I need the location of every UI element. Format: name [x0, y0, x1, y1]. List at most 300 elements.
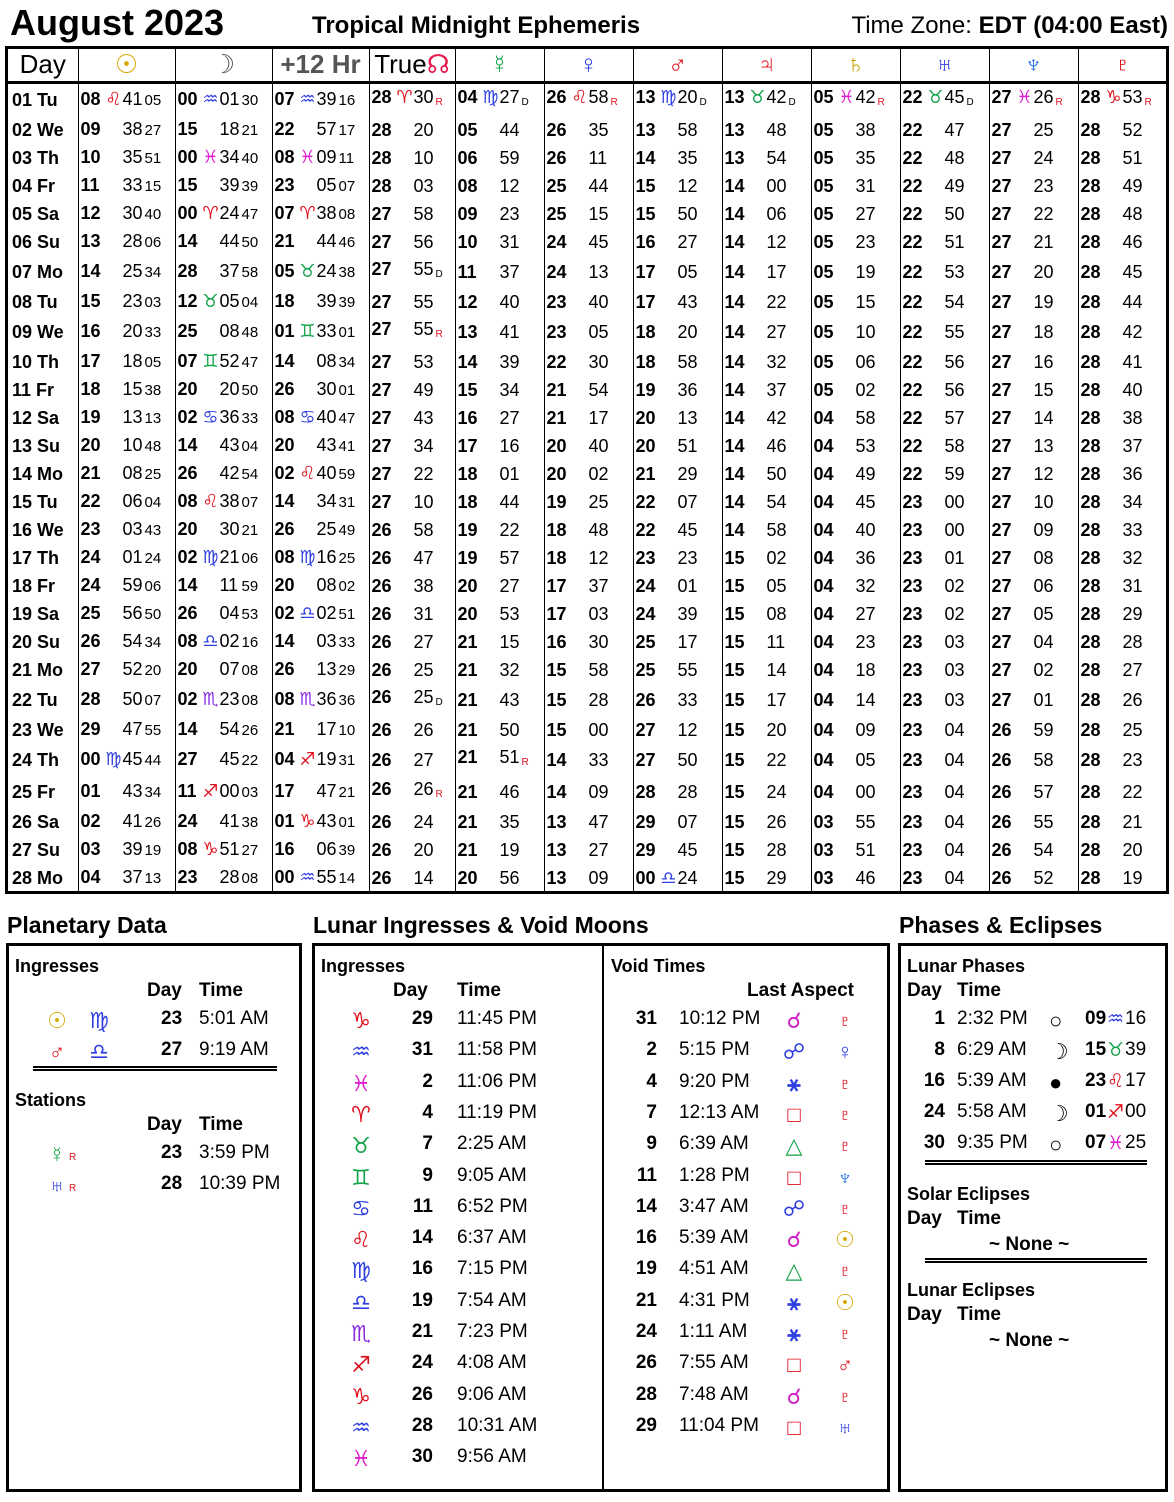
degrees: 28	[371, 119, 392, 140]
position-cell	[989, 316, 1078, 348]
position-cell	[1078, 228, 1167, 256]
minutes: 51	[499, 746, 520, 767]
degrees: 05	[274, 260, 295, 281]
position-cell	[1078, 404, 1167, 432]
degrees: 27	[991, 463, 1012, 484]
minutes: 08	[122, 462, 143, 483]
seconds: 07	[241, 493, 259, 511]
minutes: 55	[316, 866, 337, 887]
position-cell	[369, 172, 455, 200]
aspect-icon: ☍	[782, 1039, 806, 1065]
day-cell: 01 Tu	[12, 89, 58, 110]
position-cell	[811, 836, 900, 864]
degrees: 19	[457, 519, 478, 540]
position-cell	[900, 656, 989, 684]
degrees: 04	[813, 519, 834, 540]
degrees: 22	[902, 231, 923, 252]
position-cell	[78, 460, 175, 488]
seconds: 27	[241, 841, 259, 859]
void-time: 4:51 AM	[679, 1258, 749, 1280]
position-cell	[272, 776, 369, 808]
ingress-day: 9	[422, 1164, 433, 1186]
planet-icon: ♀	[836, 1039, 854, 1065]
position-cell	[811, 776, 900, 808]
position-cell	[175, 144, 272, 172]
position-cell	[900, 684, 989, 716]
position-cell	[1078, 776, 1167, 808]
degrees: 26	[546, 119, 567, 140]
position-cell	[544, 460, 633, 488]
degrees: 15	[724, 839, 745, 860]
seconds: 34	[144, 783, 162, 801]
minutes: 48	[944, 147, 965, 168]
minutes: 37	[588, 575, 609, 596]
minutes: 55	[1033, 811, 1054, 832]
degrees: 21	[546, 407, 567, 428]
seconds: 08	[241, 691, 259, 709]
minutes: 52	[1122, 119, 1143, 140]
minutes: 05	[219, 290, 240, 311]
degrees: 27	[991, 547, 1012, 568]
degrees: 26	[371, 686, 392, 707]
seconds: 02	[338, 577, 356, 595]
seconds: 48	[241, 323, 259, 341]
aspect-icon: □	[787, 1164, 801, 1190]
degrees: 28	[1080, 203, 1101, 224]
seconds: 05	[144, 91, 162, 109]
moon-phase-icon: ☽	[1049, 1101, 1069, 1126]
seconds: 20	[144, 661, 162, 679]
position-cell	[272, 460, 369, 488]
minutes: 33	[122, 174, 143, 195]
minutes: 05	[1033, 603, 1054, 624]
phase-degrees: 09	[1085, 1008, 1107, 1029]
seconds: 48	[144, 437, 162, 455]
position-cell	[78, 172, 175, 200]
sign-icon: ♐	[351, 1352, 371, 1378]
degrees: 05	[813, 203, 834, 224]
degrees: 28	[1080, 659, 1101, 680]
position-cell	[78, 432, 175, 460]
seconds: 04	[144, 493, 162, 511]
planet-icon: ♅	[48, 1173, 66, 1198]
minutes: 02	[316, 602, 337, 623]
seconds: 08	[338, 205, 356, 223]
degrees: 27	[991, 86, 1012, 107]
position-cell	[272, 864, 369, 892]
minutes: 08	[219, 320, 240, 341]
position-cell	[175, 572, 272, 600]
degrees: 26	[371, 519, 392, 540]
minutes: 23	[1122, 749, 1143, 770]
position-cell	[175, 716, 272, 744]
degrees: 23	[902, 659, 923, 680]
degrees: 26	[371, 547, 392, 568]
position-cell	[175, 376, 272, 404]
position-cell	[78, 572, 175, 600]
day-cell: 05 Sa	[12, 203, 60, 224]
minutes: 07	[219, 658, 240, 679]
degrees: 13	[546, 867, 567, 888]
phases-title: Phases & Eclipses	[899, 912, 1103, 938]
position-cell	[633, 288, 722, 316]
position-cell	[272, 172, 369, 200]
sign-icon: ♑	[1105, 86, 1122, 107]
position-cell	[1078, 892, 1167, 895]
position-cell	[175, 628, 272, 656]
minutes: 43	[413, 407, 434, 428]
lunar-box	[312, 943, 890, 1492]
position-cell	[78, 628, 175, 656]
minutes: 59	[1033, 719, 1054, 740]
minutes: 21	[1122, 811, 1143, 832]
minutes: 12	[677, 175, 698, 196]
position-cell	[544, 256, 633, 288]
solar-eclipses-heading: Solar Eclipses	[907, 1184, 1031, 1204]
position-cell	[722, 82, 811, 116]
minutes: 17	[677, 631, 698, 652]
ingress-time: 7:23 PM	[457, 1321, 528, 1342]
position-cell	[722, 544, 811, 572]
seconds: 58	[241, 263, 259, 281]
position-cell	[175, 488, 272, 516]
position-cell	[544, 716, 633, 744]
degrees: 05	[813, 147, 834, 168]
table-row	[8, 172, 1167, 200]
minutes: 59	[944, 463, 965, 484]
degrees: 10	[80, 146, 101, 167]
minutes: 58	[944, 435, 965, 456]
sign-icon: ♉	[351, 1133, 371, 1159]
minutes: 27	[1122, 659, 1143, 680]
position-cell	[722, 488, 811, 516]
time-heading: Time	[199, 980, 244, 1001]
degrees: 28	[1080, 321, 1101, 342]
sign-icon: ♋	[351, 1195, 371, 1221]
table-row	[8, 488, 1167, 516]
station-day: 23	[161, 1142, 183, 1163]
degrees: 02	[177, 406, 198, 427]
ingress-day: 27	[161, 1039, 183, 1060]
position-cell	[811, 808, 900, 836]
seconds: 16	[338, 91, 356, 109]
degrees: 15	[724, 749, 745, 770]
void-day: 31	[635, 1008, 657, 1029]
sign-icon: ♈	[299, 202, 316, 223]
degrees: 14	[177, 574, 198, 595]
sign-icon: ♉	[299, 260, 316, 281]
minutes: 47	[413, 547, 434, 568]
minutes: 55	[413, 291, 434, 312]
aspect-icon: ☌	[786, 1227, 802, 1253]
minutes: 11	[219, 574, 239, 595]
degrees: 03	[813, 839, 834, 860]
degrees: 15	[724, 811, 745, 832]
degrees: 21	[457, 659, 478, 680]
position-cell	[369, 808, 455, 836]
sign-icon: ♓	[1107, 1133, 1125, 1154]
day-cell: 08 Tu	[12, 291, 58, 312]
position-cell	[722, 684, 811, 716]
minutes: 08	[1033, 547, 1054, 568]
minutes: 50	[499, 719, 520, 740]
position-cell	[633, 892, 722, 895]
ingress-time: 6:52 PM	[457, 1195, 528, 1217]
position-cell	[455, 864, 544, 892]
degrees: 26	[991, 749, 1012, 770]
sign-icon: ♌	[1107, 1071, 1125, 1092]
position-cell	[272, 288, 369, 316]
position-cell	[272, 228, 369, 256]
degrees: 27	[991, 261, 1012, 282]
degrees: 24	[80, 546, 101, 567]
degrees: 28	[1080, 519, 1101, 540]
station-time: 3:59 PM	[199, 1142, 270, 1163]
position-cell	[1078, 628, 1167, 656]
position-cell	[900, 892, 989, 895]
degrees: 15	[724, 631, 745, 652]
time-heading: Time	[957, 980, 1002, 1001]
minutes: 00	[944, 491, 965, 512]
position-cell	[900, 516, 989, 544]
ingress-time: 9:06 AM	[457, 1383, 527, 1405]
minutes: 01	[219, 88, 240, 109]
day-heading: Day	[393, 980, 428, 1001]
minutes: 31	[855, 175, 876, 196]
degrees: 04	[813, 659, 834, 680]
void-day: 21	[635, 1289, 657, 1311]
position-cell	[900, 348, 989, 376]
lunar-phases-heading: Lunar Phases	[907, 956, 1026, 976]
degrees: 15	[635, 203, 656, 224]
minutes: 02	[1033, 659, 1054, 680]
degrees	[275, 894, 299, 895]
degrees: 28	[1080, 435, 1101, 456]
degrees: 26	[371, 811, 392, 832]
minutes: 25	[413, 659, 434, 680]
planet-icon: ♆	[836, 1164, 854, 1190]
day-cell: 21 Mo	[12, 659, 64, 680]
void-time: 12:13 AM	[679, 1101, 760, 1123]
minutes: 42	[766, 407, 787, 428]
sign-icon: ♒	[299, 866, 316, 887]
position-cell	[900, 628, 989, 656]
seconds: 08	[241, 661, 259, 679]
time-heading: Time	[957, 1208, 1002, 1229]
planet-icon: ♇	[836, 1321, 854, 1346]
position-cell	[1078, 432, 1167, 460]
seconds: 39	[338, 841, 356, 859]
degrees: 05	[813, 86, 834, 107]
seconds: 50	[144, 605, 162, 623]
planet-icon: ♇	[836, 1195, 854, 1221]
minutes: 51	[855, 839, 876, 860]
ingress-time: 11:06 PM	[457, 1070, 537, 1092]
position-cell	[1078, 172, 1167, 200]
lunar-ingress-row	[315, 1415, 600, 1446]
ephemeris-body	[8, 82, 1167, 894]
minutes: 30	[122, 202, 143, 223]
position-cell	[811, 200, 900, 228]
minutes: 36	[677, 379, 698, 400]
degrees: 00	[177, 88, 198, 109]
position-cell	[1078, 116, 1167, 144]
sign-icon: ♎	[660, 867, 677, 888]
position-cell	[722, 572, 811, 600]
degrees: 19	[457, 547, 478, 568]
degrees: 21	[457, 781, 478, 802]
void-row	[605, 1133, 885, 1164]
position-cell	[633, 488, 722, 516]
minutes: 54	[588, 379, 609, 400]
minutes: 22	[1122, 781, 1143, 802]
degrees: 28	[1080, 351, 1101, 372]
ingress-row	[9, 1008, 299, 1039]
degrees: 22	[546, 351, 567, 372]
phase-minutes: 16	[1125, 1008, 1147, 1029]
degrees: 25	[635, 631, 656, 652]
position-cell	[78, 116, 175, 144]
void-row	[605, 1321, 885, 1352]
minutes: 44	[1122, 291, 1143, 312]
degrees: 24	[80, 574, 101, 595]
degrees: 20	[457, 603, 478, 624]
void-day: 26	[635, 1352, 657, 1374]
minutes: 36	[316, 688, 337, 709]
position-cell	[544, 116, 633, 144]
minutes: 06	[122, 490, 143, 511]
minutes: 25	[588, 491, 609, 512]
position-cell	[544, 776, 633, 808]
planet-icon: ♂	[836, 1352, 854, 1378]
phases-box	[898, 943, 1168, 1492]
degrees: 23	[902, 781, 923, 802]
retrograde-marker: R	[1055, 96, 1063, 108]
position-cell	[900, 200, 989, 228]
day-cell: 03 Th	[12, 147, 60, 168]
minutes: 37	[1122, 435, 1143, 456]
minutes: 24	[219, 202, 240, 223]
seconds: 17	[338, 121, 356, 139]
ephemeris-table	[8, 49, 1167, 894]
minutes: 30	[588, 351, 609, 372]
position-cell	[272, 572, 369, 600]
position-cell	[989, 656, 1078, 684]
minutes: 37	[219, 260, 240, 281]
position-cell	[455, 716, 544, 744]
minutes: 48	[588, 519, 609, 540]
time-heading: Time	[957, 1304, 1002, 1325]
void-time: 4:31 PM	[679, 1289, 750, 1311]
minutes: 46	[499, 781, 520, 802]
position-cell	[455, 600, 544, 628]
degrees: 27	[371, 491, 392, 512]
position-cell	[989, 516, 1078, 544]
column-header: ♀	[544, 49, 633, 82]
position-cell	[811, 684, 900, 716]
position-cell	[900, 744, 989, 776]
void-time: 7:48 AM	[679, 1383, 749, 1405]
position-cell	[989, 376, 1078, 404]
minutes: 54	[766, 491, 787, 512]
minutes: 23	[1033, 175, 1054, 196]
minutes: 16	[316, 546, 337, 567]
position-cell	[544, 172, 633, 200]
minutes: 17	[766, 689, 787, 710]
void-row	[605, 1196, 885, 1227]
seconds: 26	[144, 813, 162, 831]
seconds: 13	[144, 409, 162, 427]
table-row	[8, 776, 1167, 808]
table-row	[8, 432, 1167, 460]
sign-icon: ♓	[351, 1446, 371, 1472]
seconds: 21	[241, 521, 259, 539]
sign-icon: ♍	[351, 1258, 371, 1284]
position-cell	[272, 404, 369, 432]
minutes: 49	[413, 379, 434, 400]
degrees: 18	[80, 378, 101, 399]
minutes: 03	[944, 659, 965, 680]
degrees: 24	[635, 575, 656, 596]
minutes: 51	[1122, 147, 1143, 168]
minutes: 54	[219, 718, 240, 739]
minutes: 34	[1122, 491, 1143, 512]
column-header: ♇	[1078, 49, 1167, 82]
minutes: 14	[413, 867, 434, 888]
degrees: 26	[991, 781, 1012, 802]
degrees: 04	[813, 407, 834, 428]
degrees: 14	[724, 321, 745, 342]
minutes: 18	[1033, 321, 1054, 342]
divider	[33, 1066, 277, 1071]
position-cell	[989, 256, 1078, 288]
seconds: 33	[144, 323, 162, 341]
degrees: 16	[457, 407, 478, 428]
minutes: 14	[766, 659, 787, 680]
position-cell	[455, 892, 544, 895]
minutes: 28	[588, 689, 609, 710]
table-row	[8, 684, 1167, 716]
position-cell	[900, 288, 989, 316]
minutes: 02	[944, 575, 965, 596]
minutes: 24	[1033, 147, 1054, 168]
degrees: 05	[813, 231, 834, 252]
minutes: 31	[413, 603, 434, 624]
position-cell	[78, 516, 175, 544]
position-cell	[544, 316, 633, 348]
sign-icon: ♓	[299, 146, 316, 167]
position-cell	[544, 82, 633, 116]
degrees: 27	[371, 231, 392, 252]
minutes: 47	[316, 780, 337, 801]
degrees	[903, 892, 927, 895]
degrees: 13	[635, 86, 656, 107]
degrees: 27	[635, 749, 656, 770]
minutes: 39	[499, 351, 520, 372]
position-cell	[544, 376, 633, 404]
degrees: 14	[80, 260, 101, 281]
minutes: 41	[1122, 351, 1143, 372]
degrees: 23	[80, 518, 101, 539]
void-day: 7	[646, 1101, 657, 1123]
direct-marker: D	[521, 96, 529, 108]
degrees: 08	[457, 175, 478, 196]
degrees: 27	[991, 603, 1012, 624]
position-cell	[1078, 684, 1167, 716]
stations-heading: Stations	[15, 1090, 87, 1110]
position-cell	[369, 572, 455, 600]
minutes: 28	[677, 781, 698, 802]
